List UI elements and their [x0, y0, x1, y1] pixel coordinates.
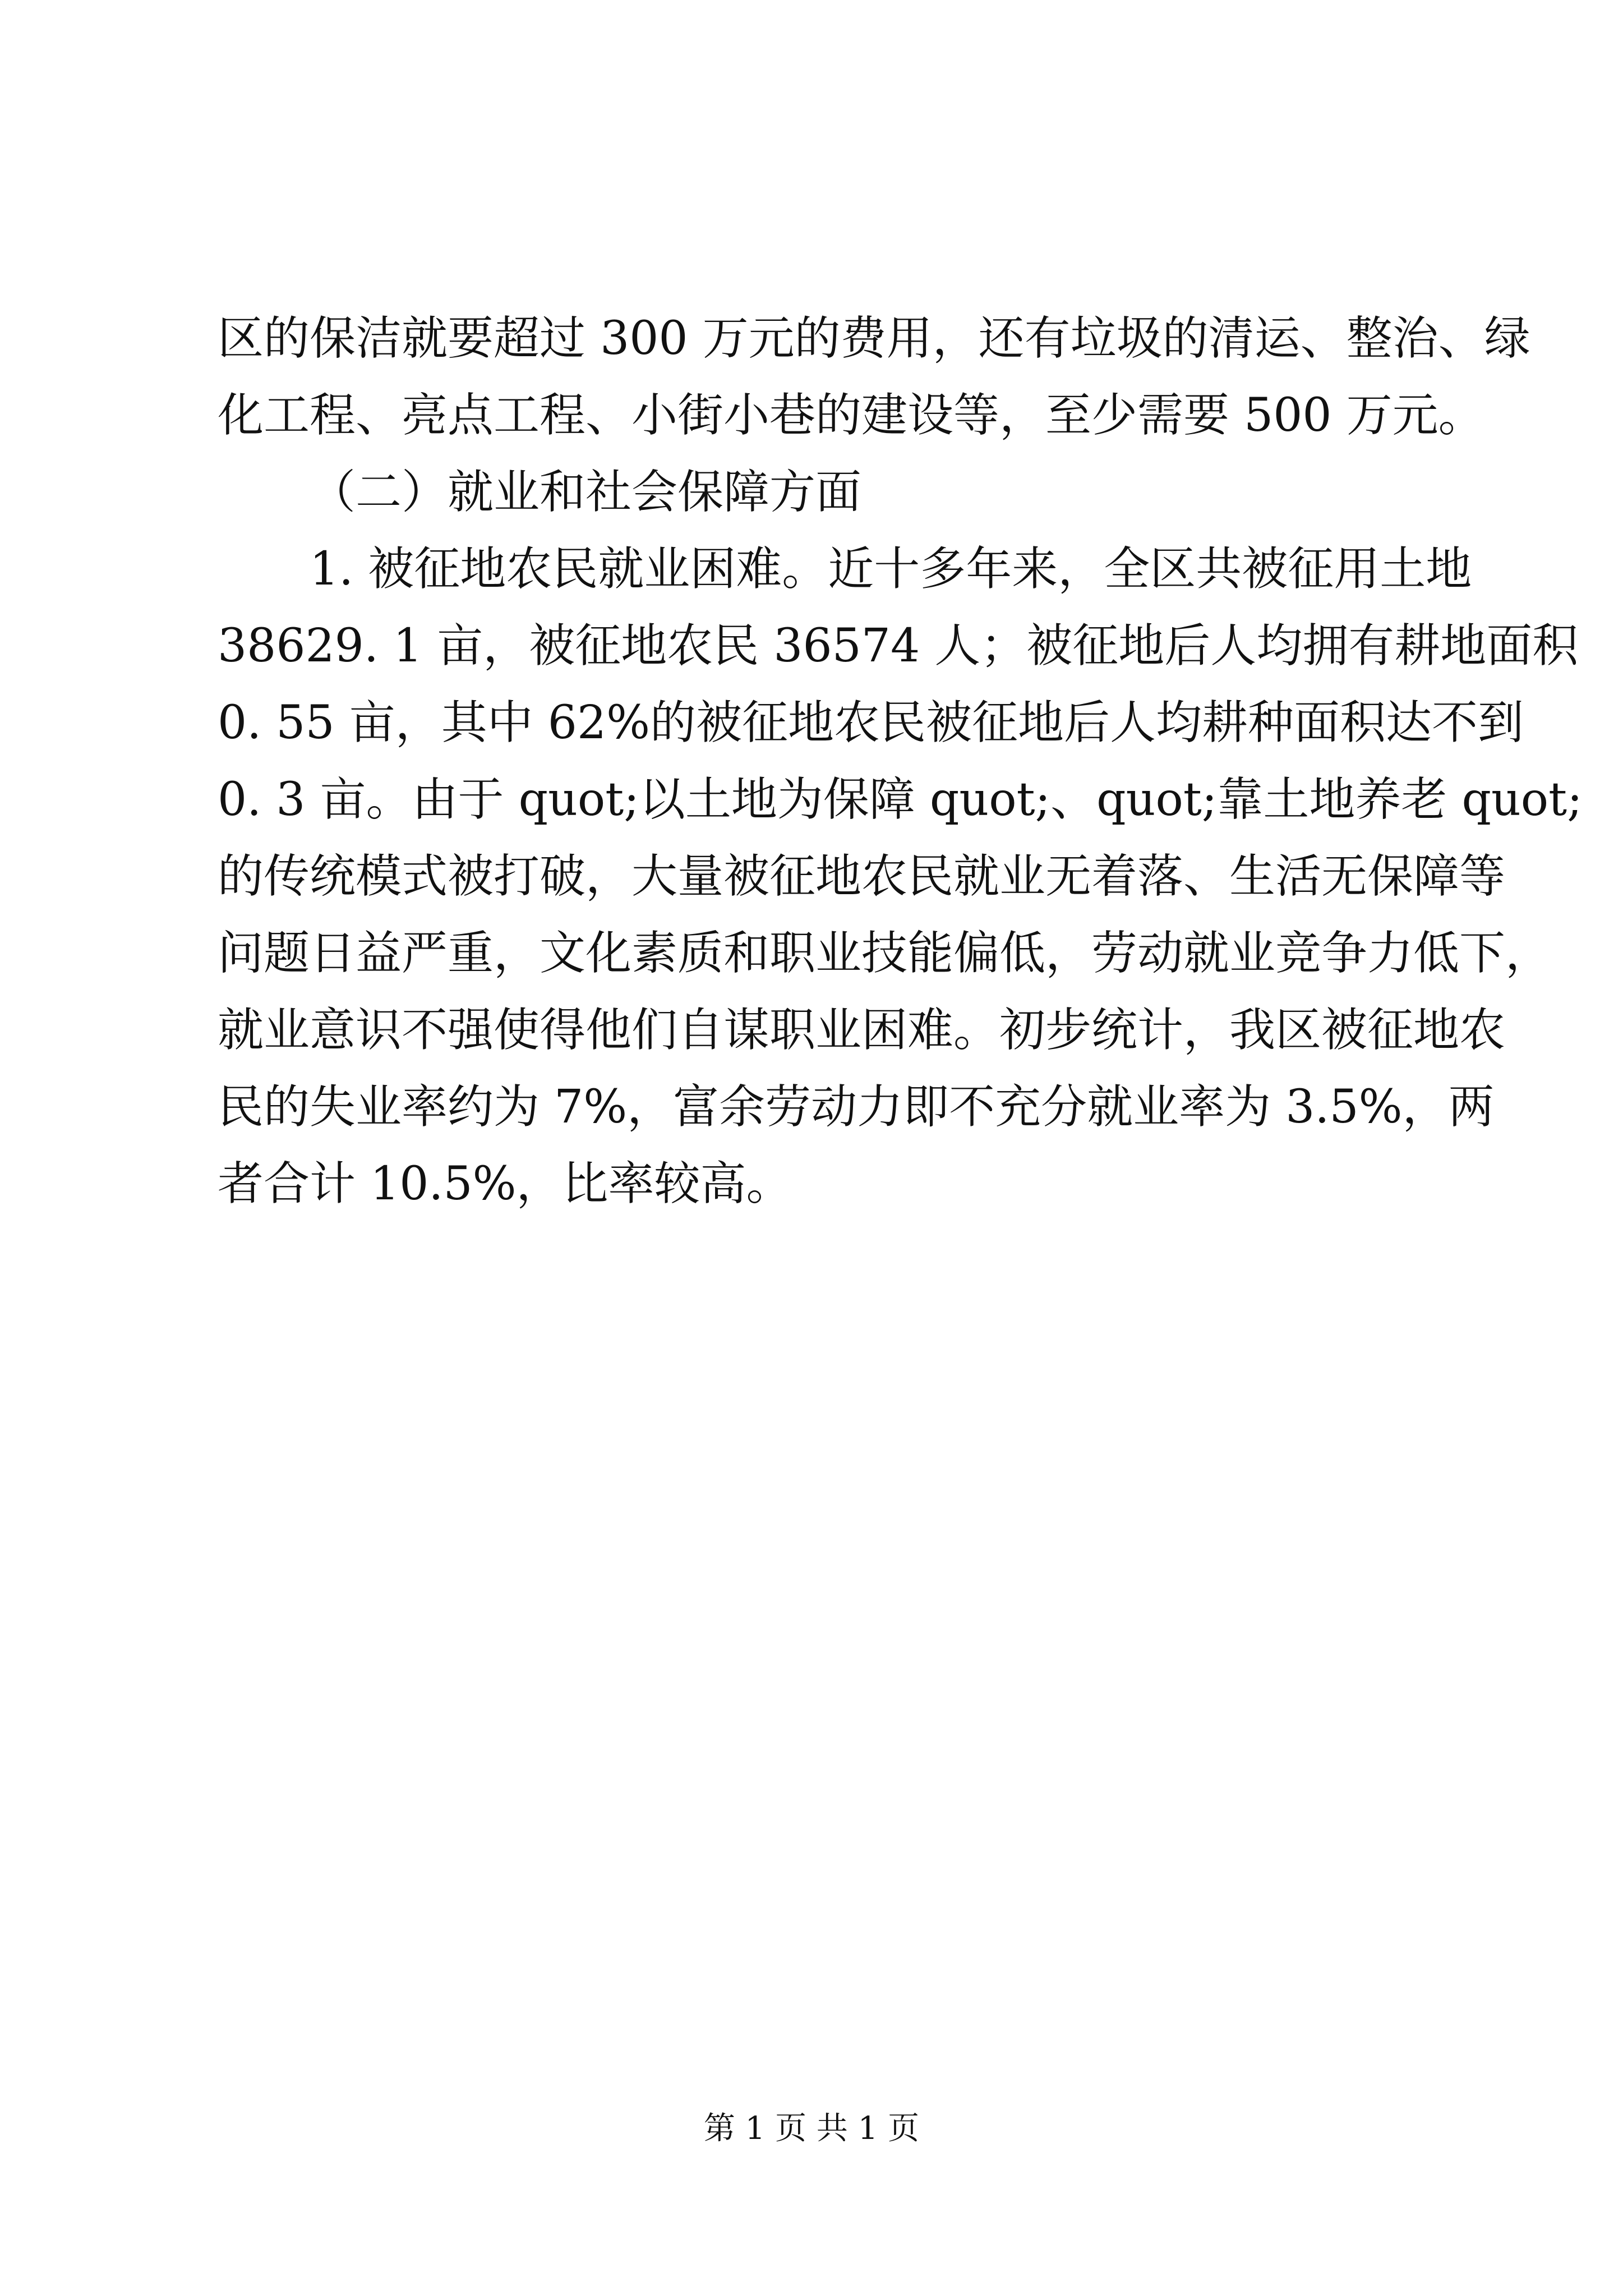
- paragraph-line: 区的保洁就要超过 300 万元的费用，还有垃圾的清运、整治、绿: [218, 312, 1530, 365]
- paragraph-line: 就业意识不强使得他们自谋职业困难。初步统计，我区被征地农: [218, 1004, 1506, 1057]
- paragraph-line: 的传统模式被打破，大量被征地农民就业无着落、生活无保障等: [218, 850, 1506, 903]
- page-footer: 第 1 页 共 1 页: [703, 2110, 920, 2147]
- paragraph-line: 问题日益严重，文化素质和职业技能偏低，劳动就业竞争力低下，: [218, 927, 1552, 980]
- paragraph-line: 0. 3 亩。由于 quot;以土地为保障 quot;、quot;靠土地养老 quot;: [218, 773, 1583, 826]
- paragraph-line: 1. 被征地农民就业困难。近十多年来，全区共被征用土地: [310, 542, 1472, 596]
- section-heading: （二）就业和社会保障方面: [310, 466, 862, 519]
- paragraph-line: 化工程、亮点工程、小街小巷的建设等，至少需要 500 万元。: [218, 389, 1484, 442]
- paragraph-line: 0. 55 亩，其中 62%的被征地农民被征地后人均耕种面积达不到: [218, 696, 1524, 749]
- body-text: [218, 300, 1583, 1222]
- paragraph-line: 者合计 10.5%，比率较高。: [218, 1157, 792, 1211]
- paragraph-line: 38629. 1 亩，被征地农民 36574 人；被征地后人均拥有耕地面积: [218, 619, 1579, 673]
- paragraph-line: 民的失业率约为 7%，富余劳动力即不充分就业率为 3.5%，两: [218, 1080, 1495, 1134]
